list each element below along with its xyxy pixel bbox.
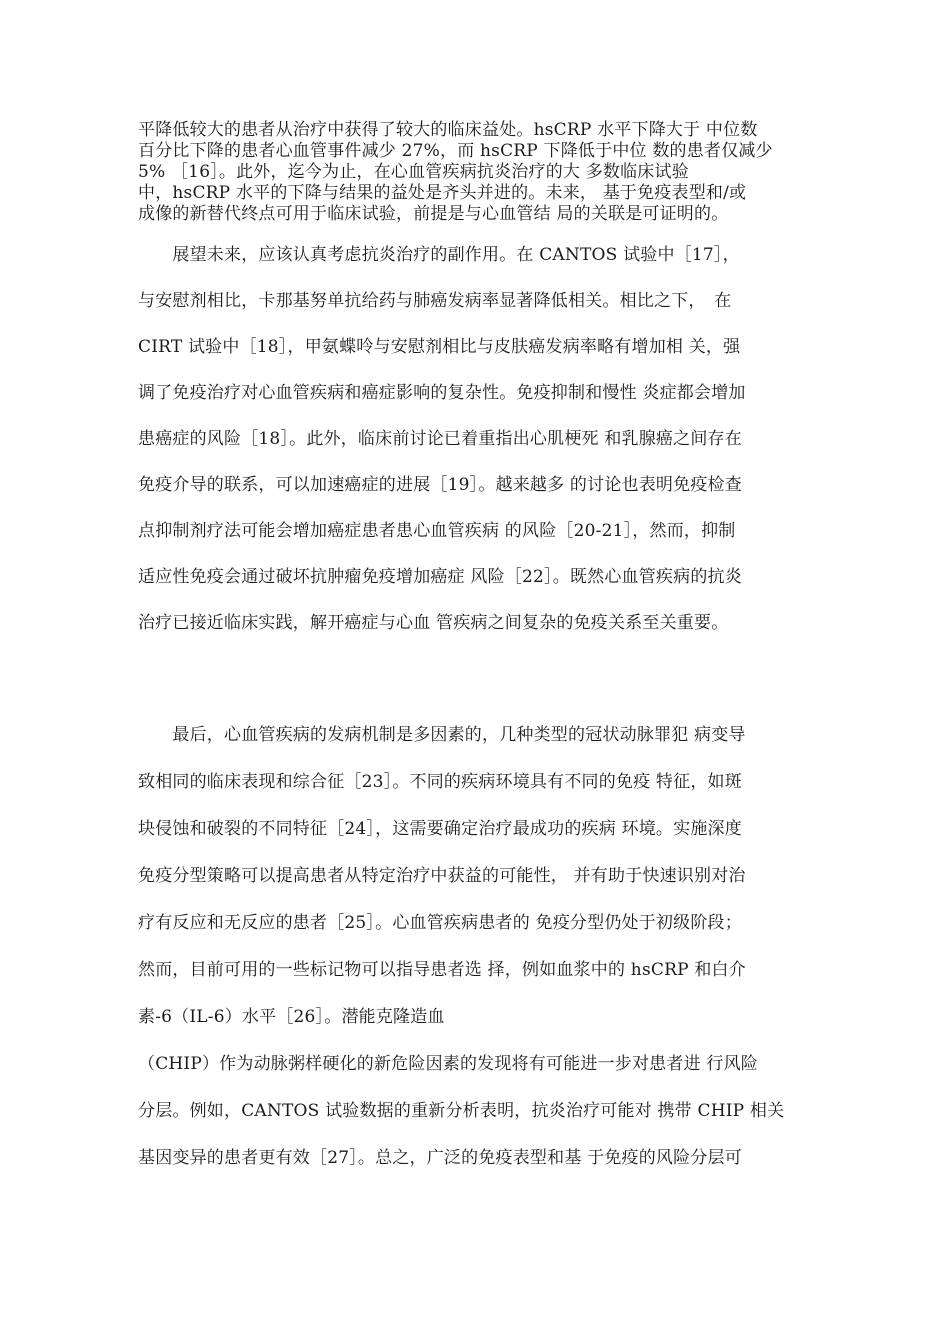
text-line: 免疫分型策略可以提高患者从特定治疗中获益的可能性， 并有助于快速识别对治 [138, 866, 746, 886]
text-line: 患癌症的风险［18］。此外，临床前讨论已着重指出心肌梗死 和乳腺癌之间存在 [138, 429, 742, 449]
paragraph-hscrp-outcomes [138, 120, 828, 225]
text-line: 点抑制剂疗法可能会增加癌症患者患心血管疾病 的风险［20-21］，然而，抑制 [138, 521, 736, 541]
text-line: 5% ［16］。此外，迄今为止，在心血管疾病抗炎治疗的大 多数临床试验 [138, 162, 689, 182]
text-line: 分层。例如，CANTOS 试验数据的重新分析表明，抗炎治疗可能对 携带 CHIP 相关 [138, 1101, 785, 1121]
text-line: （CHIP）作为动脉粥样硬化的新危险因素的发现将有可能进一步对患者进 行风险 [138, 1054, 758, 1074]
text-line: 块侵蚀和破裂的不同特征［24］，这需要确定治疗最成功的疾病 环境。实施深度 [138, 819, 742, 839]
paragraph-side-effects [138, 232, 828, 646]
text-line: 适应性免疫会通过破坏抗肿瘤免疫增加癌症 风险［22］。既然心血管疾病的抗炎 [138, 567, 742, 587]
paragraph-immunophenotyping [138, 712, 828, 1182]
text-line: 素-6（IL-6）水平［26］。潜能克隆造血 [138, 1007, 445, 1027]
text-line: 致相同的临床表现和综合征［23］。不同的疾病环境具有不同的免疫 特征，如斑 [138, 772, 742, 792]
text-line: 调了免疫治疗对心血管疾病和癌症影响的复杂性。免疫抑制和慢性 炎症都会增加 [138, 383, 746, 403]
text-line: 基因变异的患者更有效［27］。总之，广泛的免疫表型和基 于免疫的风险分层可 [138, 1148, 742, 1168]
text-line: 与安慰剂相比，卡那基努单抗给药与肺癌发病率显著降低相关。相比之下， 在 [138, 291, 732, 311]
text-line: 疗有反应和无反应的患者［25］。心血管疾病患者的 免疫分型仍处于初级阶段； [138, 913, 742, 933]
text-line: 免疫介导的联系，可以加速癌症的进展［19］。越来越多 的讨论也表明免疫检查 [138, 475, 742, 495]
text-line: CIRT 试验中［18］，甲氨蝶呤与安慰剂相比与皮肤癌发病率略有增加相 关，强 [138, 337, 741, 357]
text-line: 百分比下降的患者心血管事件减少 27%，而 hsCRP 下降低于中位 数的患者仅减少 [138, 141, 773, 161]
text-line: 治疗已接近临床实践，解开癌症与心血 管疾病之间复杂的免疫关系至关重要。 [138, 613, 729, 633]
text-line: 然而，目前可用的一些标记物可以指导患者选 择，例如血浆中的 hsCRP 和白介 [138, 960, 746, 980]
text-line: 展望未来，应该认真考虑抗炎治疗的副作用。在 CANTOS 试验中［17］， [138, 245, 740, 265]
text-line: 平降低较大的患者从治疗中获得了较大的临床益处。hsCRP 水平下降大于 中位数 [138, 120, 758, 140]
text-line: 中，hsCRP 水平的下降与结果的益处是齐头并进的。未来， 基于免疫表型和/或 [138, 183, 747, 203]
text-line: 最后，心血管疾病的发病机制是多因素的，几种类型的冠状动脉罪犯 病变导 [138, 725, 746, 745]
text-line: 成像的新替代终点可用于临床试验，前提是与心血管结 局的关联是可证明的。 [138, 204, 729, 224]
